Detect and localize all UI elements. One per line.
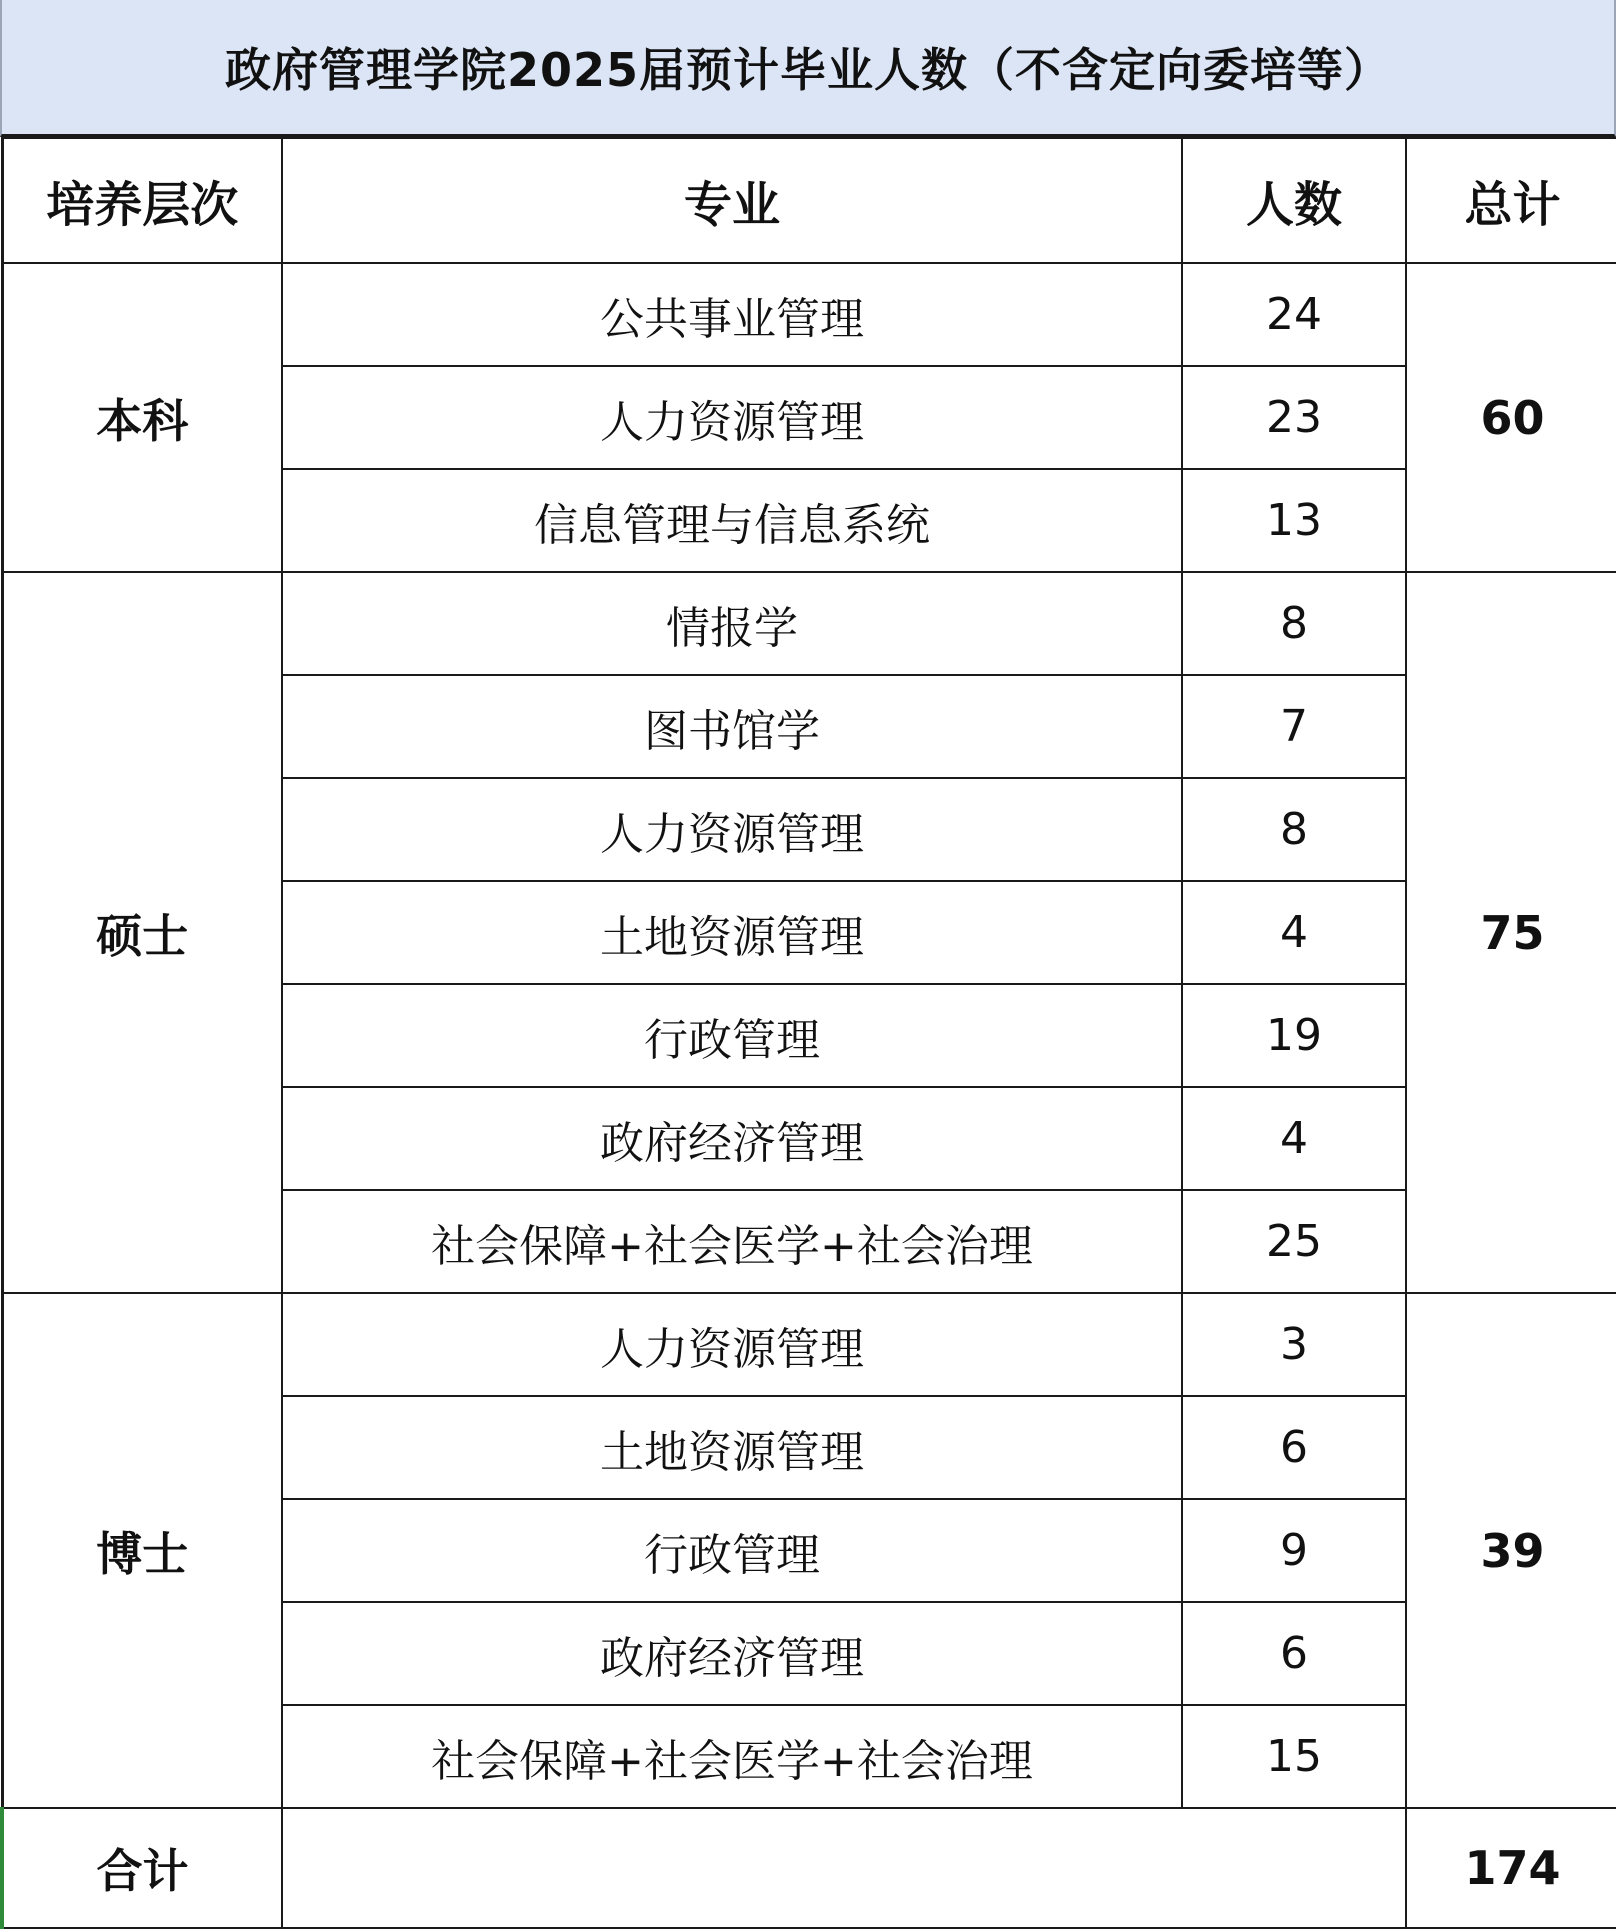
level-cell: 本科 xyxy=(2,263,282,572)
count-cell: 6 xyxy=(1182,1602,1406,1705)
table-row xyxy=(2,1293,1616,1396)
summary-total: 174 xyxy=(1406,1808,1616,1928)
count-cell: 25 xyxy=(1182,1190,1406,1293)
summary-row xyxy=(2,1808,1616,1928)
major-cell: 行政管理 xyxy=(282,1499,1182,1602)
count-cell: 8 xyxy=(1182,778,1406,881)
header-row xyxy=(2,138,1616,263)
level-cell: 博士 xyxy=(2,1293,282,1808)
major-cell: 政府经济管理 xyxy=(282,1087,1182,1190)
major-cell: 社会保障+社会医学+社会治理 xyxy=(282,1705,1182,1808)
header-level: 培养层次 xyxy=(2,138,282,263)
summary-empty-cell xyxy=(282,1808,1406,1928)
sheet-title: 政府管理学院2025届预计毕业人数（不含定向委培等） xyxy=(0,0,1616,137)
table-row xyxy=(2,263,1616,366)
count-cell: 6 xyxy=(1182,1396,1406,1499)
graduates-table xyxy=(0,137,1616,1929)
major-cell: 人力资源管理 xyxy=(282,366,1182,469)
count-cell: 24 xyxy=(1182,263,1406,366)
group-total-cell: 60 xyxy=(1406,263,1616,572)
table-row xyxy=(2,572,1616,675)
group-total-cell: 75 xyxy=(1406,572,1616,1293)
count-cell: 13 xyxy=(1182,469,1406,572)
major-cell: 人力资源管理 xyxy=(282,778,1182,881)
summary-label: 合计 xyxy=(2,1808,282,1928)
count-cell: 3 xyxy=(1182,1293,1406,1396)
count-cell: 4 xyxy=(1182,1087,1406,1190)
major-cell: 土地资源管理 xyxy=(282,1396,1182,1499)
major-cell: 社会保障+社会医学+社会治理 xyxy=(282,1190,1182,1293)
table-body xyxy=(2,263,1616,1808)
header-count: 人数 xyxy=(1182,138,1406,263)
count-cell: 15 xyxy=(1182,1705,1406,1808)
count-cell: 9 xyxy=(1182,1499,1406,1602)
major-cell: 图书馆学 xyxy=(282,675,1182,778)
header-major: 专业 xyxy=(282,138,1182,263)
major-cell: 行政管理 xyxy=(282,984,1182,1087)
major-cell: 情报学 xyxy=(282,572,1182,675)
count-cell: 8 xyxy=(1182,572,1406,675)
major-cell: 土地资源管理 xyxy=(282,881,1182,984)
header-total: 总计 xyxy=(1406,138,1616,263)
major-cell: 人力资源管理 xyxy=(282,1293,1182,1396)
count-cell: 23 xyxy=(1182,366,1406,469)
major-cell: 公共事业管理 xyxy=(282,263,1182,366)
count-cell: 7 xyxy=(1182,675,1406,778)
count-cell: 19 xyxy=(1182,984,1406,1087)
level-cell: 硕士 xyxy=(2,572,282,1293)
group-total-cell: 39 xyxy=(1406,1293,1616,1808)
count-cell: 4 xyxy=(1182,881,1406,984)
major-cell: 政府经济管理 xyxy=(282,1602,1182,1705)
major-cell: 信息管理与信息系统 xyxy=(282,469,1182,572)
